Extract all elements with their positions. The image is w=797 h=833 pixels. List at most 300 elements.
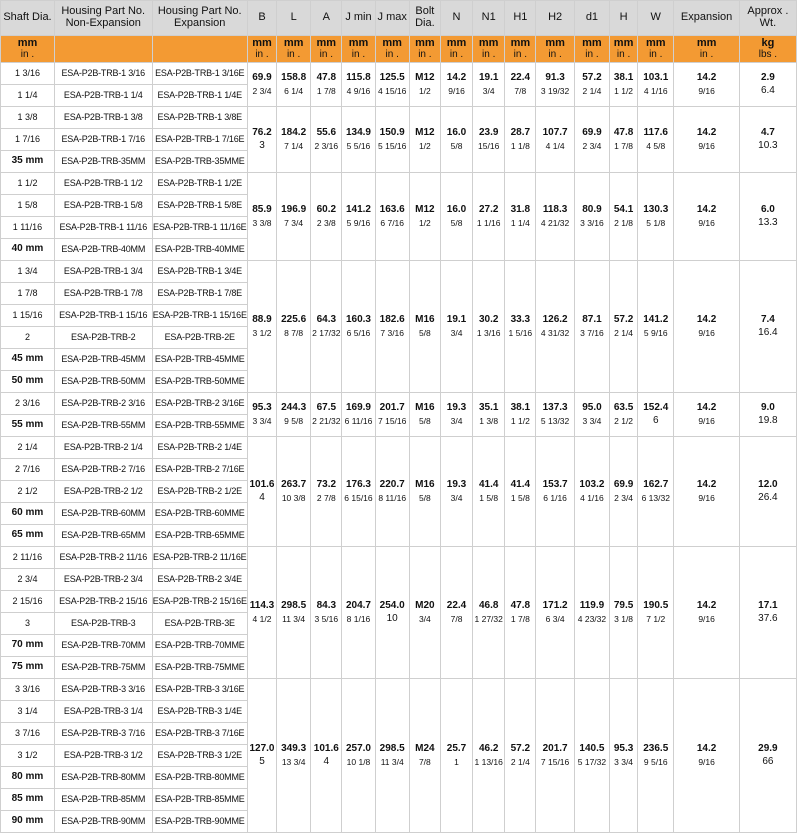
unit-mm: mm [582, 36, 602, 49]
part-no-non-expansion: ESA-P2B-TRB-3 3/16 [54, 679, 152, 701]
shaft-dia-cell: 2 1/2 [1, 481, 55, 503]
dim-mm-value: 41.4 [478, 479, 499, 491]
dim-in-value: 3 3/16 [580, 217, 604, 228]
unit-cell [54, 36, 152, 63]
part-no-expansion: ESA-P2B-TRB-1 3/4E [152, 261, 247, 283]
unit-in: in . [319, 48, 333, 60]
header-n: N [440, 1, 472, 36]
weight-kg: 4.7 [760, 126, 775, 138]
part-no-non-expansion: ESA-P2B-TRB-2 3/4 [54, 569, 152, 591]
dim-n1 [473, 547, 505, 679]
dim-h [610, 173, 638, 261]
dim-h2 [536, 393, 574, 437]
dim-mm-value: 140.5 [579, 743, 605, 755]
header-w: W [638, 1, 674, 36]
dim-mm-value: 141.2 [345, 204, 371, 216]
dim-mm-value: 14.2 [696, 479, 717, 491]
header-h1: H1 [505, 1, 536, 36]
dim-in-value: 11 3/4 [380, 756, 404, 767]
dim-n1 [473, 679, 505, 833]
dim-in-value: 2 3/16 [314, 140, 339, 151]
unit-in: in . [449, 48, 464, 60]
dim-mm-value: 19.3 [446, 479, 467, 491]
dim-in-value: 7 3/16 [380, 327, 405, 338]
dim-mm-value: 30.2 [478, 314, 499, 326]
shaft-dia-cell: 3 1/4 [1, 701, 55, 723]
dim-mm-value: 349.3 [281, 743, 307, 755]
part-no-non-expansion: ESA-P2B-TRB-90MM [54, 811, 152, 833]
dim-mm-value: 87.1 [582, 314, 602, 326]
dim-mm-value: 85.9 [252, 204, 272, 216]
dim-b [247, 437, 276, 547]
dim-mm-value: 95.3 [252, 402, 272, 414]
dim-bolt [409, 261, 440, 393]
dim-mm-value: 126.2 [542, 314, 568, 326]
unit-cell [574, 36, 609, 63]
dim-mm-value: 176.3 [345, 479, 371, 491]
part-no-non-expansion: ESA-P2B-TRB-2 1/4 [54, 437, 152, 459]
part-no-non-expansion: ESA-P2B-TRB-85MM [54, 789, 152, 811]
dim-a [311, 393, 342, 437]
shaft-dia-cell: 2 11/16 [1, 547, 55, 569]
dim-in-value: 2 17/32 [312, 327, 341, 338]
dim-w [638, 107, 674, 173]
part-no-expansion: ESA-P2B-TRB-1 3/8E [152, 107, 247, 129]
dim-jmin [342, 437, 375, 547]
dim-in-value: 3 1/2 [252, 327, 272, 338]
dim-mm-value: 22.4 [446, 600, 467, 612]
dim-mm-value: 57.2 [613, 314, 634, 326]
dim-l [277, 547, 311, 679]
part-no-non-expansion: ESA-P2B-TRB-3 1/4 [54, 701, 152, 723]
dim-jmax [375, 63, 409, 107]
dim-in-value: 3/4 [450, 327, 463, 338]
dim-mm-value: 60.2 [316, 204, 337, 216]
dim-mm-value: 69.9 [252, 72, 272, 84]
shaft-dia-cell: 70 mm [1, 635, 55, 657]
dim-jmin [342, 547, 375, 679]
part-no-non-expansion: ESA-P2B-TRB-3 [54, 613, 152, 635]
dim-in-value: 3/4 [450, 492, 463, 503]
shaft-dia-cell: 3 3/16 [1, 679, 55, 701]
part-no-expansion: ESA-P2B-TRB-1 1/2E [152, 173, 247, 195]
approx-weight [739, 63, 796, 107]
part-no-expansion: ESA-P2B-TRB-2E [152, 327, 247, 349]
part-no-non-expansion: ESA-P2B-TRB-60MM [54, 503, 152, 525]
weight-lbs: 16.4 [758, 327, 778, 338]
dim-in-value: 5 17/32 [577, 756, 607, 767]
dim-in-value: 3 3/4 [614, 756, 634, 767]
dim-exp [674, 679, 739, 833]
unit-mm: mm [17, 36, 38, 49]
dim-in-value: 5/8 [450, 217, 463, 228]
dim-in-value: 13 3/4 [281, 756, 306, 767]
part-no-expansion: ESA-P2B-TRB-85MME [152, 789, 247, 811]
dim-mm-value: 184.2 [281, 127, 307, 139]
header-b: B [247, 1, 276, 36]
unit-cell [409, 36, 440, 63]
unit-in: in . [585, 48, 599, 60]
dim-mm-value: 14.2 [696, 402, 717, 414]
dim-mm-value: 103.1 [643, 72, 669, 84]
dim-h [610, 547, 638, 679]
dim-mm-value: 14.2 [696, 72, 717, 84]
part-no-non-expansion: ESA-P2B-TRB-75MM [54, 657, 152, 679]
dim-in-value: 1 5/8 [510, 492, 530, 503]
part-no-expansion: ESA-P2B-TRB-2 1/4E [152, 437, 247, 459]
dim-d1 [574, 173, 609, 261]
dim-in-value: 1/2 [418, 85, 431, 96]
table-row [1, 173, 797, 195]
dim-w [638, 173, 674, 261]
dim-jmin [342, 393, 375, 437]
header-housing-non-expansion: Housing Part No. Non-Expansion [54, 1, 152, 36]
dim-in-value: 5/8 [450, 140, 463, 151]
dim-w [638, 437, 674, 547]
dim-in-value: 3/4 [450, 415, 463, 426]
dim-exp [674, 547, 739, 679]
shaft-dia-cell: 1 3/16 [1, 63, 55, 85]
dim-mm-value: 171.2 [542, 600, 568, 612]
dim-mm-value: 14.2 [696, 314, 717, 326]
header-housing-expansion: Housing Part No. Expansion [152, 1, 247, 36]
dim-d1 [574, 679, 609, 833]
dim-mm-value: 150.9 [379, 127, 405, 139]
dim-d1 [574, 393, 609, 437]
dim-in-value: 10 [386, 613, 398, 624]
approx-weight [739, 547, 796, 679]
dim-d1 [574, 63, 609, 107]
dim-in-value: 9/16 [698, 217, 715, 228]
dim-mm-value: 35.1 [478, 402, 499, 414]
unit-mm: mm [645, 36, 666, 49]
approx-weight [739, 173, 796, 261]
dim-in-value: 4 1/2 [252, 613, 272, 624]
part-no-expansion: ESA-P2B-TRB-2 1/2E [152, 481, 247, 503]
dim-h1 [505, 437, 536, 547]
dim-in-value: 9/16 [698, 613, 715, 624]
dim-mm-value: 28.7 [510, 127, 531, 139]
part-no-non-expansion: ESA-P2B-TRB-50MM [54, 371, 152, 393]
unit-in: in . [699, 48, 714, 60]
part-no-non-expansion: ESA-P2B-TRB-2 3/16 [54, 393, 152, 415]
part-no-non-expansion: ESA-P2B-TRB-65MM [54, 525, 152, 547]
dim-jmax [375, 437, 409, 547]
unit-row [1, 36, 797, 63]
dim-mm-value: 19.1 [446, 314, 467, 326]
dim-exp [674, 63, 739, 107]
weight-lbs: 19.8 [758, 415, 778, 426]
dim-in-value: 7 3/4 [284, 217, 304, 228]
dim-in-value: 5 13/32 [540, 415, 570, 426]
table-row [1, 547, 797, 569]
dim-mm-value: 57.2 [582, 72, 602, 84]
dim-n1 [473, 437, 505, 547]
dim-mm-value: M12 [415, 127, 435, 139]
shaft-dia-cell: 80 mm [1, 767, 55, 789]
shaft-dia-cell: 1 3/8 [1, 107, 55, 129]
part-no-non-expansion: ESA-P2B-TRB-1 7/8 [54, 283, 152, 305]
dim-mm-value: 64.3 [316, 314, 337, 326]
dim-n [440, 437, 472, 547]
table-row [1, 63, 797, 85]
dim-in-value: 9/16 [698, 140, 715, 151]
unit-cell [311, 36, 342, 63]
part-no-expansion: ESA-P2B-TRB-60MME [152, 503, 247, 525]
dim-bolt [409, 393, 440, 437]
unit-mm: mm [510, 36, 531, 49]
unit-in: in . [255, 48, 269, 60]
dim-mm-value: M12 [415, 204, 435, 216]
dim-in-value: 5 15/16 [378, 140, 407, 151]
weight-lbs: 66 [762, 756, 774, 767]
dim-in-value: 2 3/4 [614, 492, 634, 503]
dim-mm-value: 55.6 [316, 127, 337, 139]
dim-l [277, 261, 311, 393]
dim-in-value: 1 1/8 [510, 140, 530, 151]
dim-bolt [409, 63, 440, 107]
dim-in-value: 2 1/4 [582, 85, 602, 96]
dim-in-value: 7 1/2 [646, 613, 666, 624]
dim-d1 [574, 107, 609, 173]
unit-kg: kg [761, 36, 775, 49]
part-no-expansion: ESA-P2B-TRB-45MME [152, 349, 247, 371]
dim-mm-value: 201.7 [542, 743, 568, 755]
part-no-non-expansion: ESA-P2B-TRB-2 7/16 [54, 459, 152, 481]
dim-h [610, 679, 638, 833]
weight-lbs: 13.3 [758, 217, 778, 228]
part-no-non-expansion: ESA-P2B-TRB-2 11/16 [54, 547, 152, 569]
table-row [1, 393, 797, 415]
dim-in-value: 7 15/16 [378, 415, 407, 426]
header-a: A [311, 1, 342, 36]
dim-mm-value: 47.8 [316, 72, 337, 84]
dim-b [247, 173, 276, 261]
dim-mm-value: 33.3 [510, 314, 531, 326]
dim-h1 [505, 63, 536, 107]
dim-b [247, 393, 276, 437]
part-no-expansion: ESA-P2B-TRB-75MME [152, 657, 247, 679]
dim-in-value: 2 1/4 [614, 327, 634, 338]
header-shaft-dia: Shaft Dia. [1, 1, 55, 36]
dim-in-value: 6 [652, 415, 659, 426]
dim-mm-value: 67.5 [316, 402, 337, 414]
part-no-non-expansion: ESA-P2B-TRB-70MM [54, 635, 152, 657]
dim-in-value: 6 7/16 [380, 217, 405, 228]
shaft-dia-cell: 1 1/4 [1, 85, 55, 107]
dim-mm-value: 84.3 [316, 600, 337, 612]
unit-cell [375, 36, 409, 63]
dim-in-value: 1 13/16 [474, 756, 503, 767]
part-no-expansion: ESA-P2B-TRB-90MME [152, 811, 247, 833]
shaft-dia-cell: 75 mm [1, 657, 55, 679]
header-bolt-dia: Bolt Dia. [409, 1, 440, 36]
weight-lbs: 10.3 [758, 140, 778, 151]
dim-in-value: 5 [259, 756, 265, 767]
dim-l [277, 679, 311, 833]
dim-mm-value: 117.6 [643, 127, 668, 139]
dim-in-value: 3 1/8 [614, 613, 634, 624]
unit-cell [674, 36, 739, 63]
dim-mm-value: 38.1 [510, 402, 531, 414]
dim-mm-value: 160.3 [345, 314, 371, 326]
dim-in-value: 8 7/8 [284, 327, 304, 338]
dim-mm-value: 103.2 [579, 479, 605, 491]
dim-in-value: 4 [323, 756, 330, 767]
dim-jmin [342, 107, 375, 173]
part-no-expansion: ESA-P2B-TRB-3 3/16E [152, 679, 247, 701]
dim-h2 [536, 107, 574, 173]
dim-bolt [409, 547, 440, 679]
dim-in-value: 2 1/4 [510, 756, 530, 767]
part-no-expansion: ESA-P2B-TRB-1 11/16E [152, 217, 247, 239]
dim-in-value: 6 15/16 [344, 492, 373, 503]
dim-in-value: 4 1/4 [545, 140, 565, 151]
part-no-non-expansion: ESA-P2B-TRB-1 5/8 [54, 195, 152, 217]
weight-kg: 6.0 [760, 203, 775, 215]
unit-lbs: lbs . [758, 48, 778, 60]
weight-kg: 2.9 [760, 71, 775, 83]
dim-in-value: 9/16 [698, 415, 715, 426]
weight-lbs: 26.4 [758, 492, 778, 503]
dim-in-value: 1 1/2 [614, 85, 634, 96]
dim-in-value: 15/16 [478, 140, 500, 151]
part-no-expansion: ESA-P2B-TRB-65MME [152, 525, 247, 547]
dim-in-value: 4 5/8 [646, 140, 666, 151]
dim-mm-value: 182.6 [379, 314, 405, 326]
dim-a [311, 173, 342, 261]
dim-in-value: 5/8 [418, 415, 431, 426]
shaft-dia-cell: 1 3/4 [1, 261, 55, 283]
part-no-non-expansion: ESA-P2B-TRB-3 7/16 [54, 723, 152, 745]
dim-l [277, 393, 311, 437]
dim-h1 [505, 679, 536, 833]
weight-kg: 9.0 [760, 401, 775, 413]
dim-h2 [536, 679, 574, 833]
dim-in-value: 4 23/32 [577, 613, 607, 624]
dim-jmin [342, 261, 375, 393]
dim-n [440, 679, 472, 833]
dim-mm-value: 80.9 [582, 204, 602, 216]
dim-h1 [505, 261, 536, 393]
shaft-dia-cell: 1 7/8 [1, 283, 55, 305]
dim-mm-value: 196.9 [281, 204, 307, 216]
dim-d1 [574, 437, 609, 547]
unit-mm: mm [348, 36, 369, 49]
unit-in: in . [351, 48, 366, 60]
dim-b [247, 107, 276, 173]
shaft-dia-cell: 55 mm [1, 415, 55, 437]
part-no-expansion: ESA-P2B-TRB-1 1/4E [152, 85, 247, 107]
dim-h [610, 63, 638, 107]
dim-in-value: 5/8 [418, 327, 431, 338]
dim-b [247, 679, 276, 833]
part-no-non-expansion: ESA-P2B-TRB-2 [54, 327, 152, 349]
dim-in-value: 7 15/16 [540, 756, 570, 767]
dim-in-value: 7/8 [514, 85, 527, 96]
unit-mm: mm [613, 36, 634, 49]
unit-mm: mm [252, 36, 272, 49]
part-no-expansion: ESA-P2B-TRB-70MME [152, 635, 247, 657]
dim-in-value: 5 1/8 [646, 217, 666, 228]
dim-n [440, 393, 472, 437]
dim-jmin [342, 679, 375, 833]
dim-in-value: 4 15/16 [378, 85, 407, 96]
dim-b [247, 63, 276, 107]
dim-mm-value: 27.2 [478, 204, 499, 216]
approx-weight [739, 679, 796, 833]
table-row [1, 437, 797, 459]
dim-a [311, 63, 342, 107]
shaft-dia-cell: 85 mm [1, 789, 55, 811]
dim-h2 [536, 437, 574, 547]
dim-w [638, 679, 674, 833]
dim-mm-value: 298.5 [379, 743, 405, 755]
dim-mm-value: 257.0 [345, 743, 371, 755]
dim-in-value: 8 11/16 [378, 492, 407, 503]
shaft-dia-cell: 2 15/16 [1, 591, 55, 613]
dim-mm-value: 225.6 [281, 314, 307, 326]
shaft-dia-cell: 45 mm [1, 349, 55, 371]
dim-mm-value: 201.7 [379, 402, 405, 414]
dim-mm-value: 31.8 [510, 204, 531, 216]
dim-h [610, 437, 638, 547]
dim-b [247, 261, 276, 393]
dim-exp [674, 107, 739, 173]
dim-n1 [473, 173, 505, 261]
dim-bolt [409, 437, 440, 547]
dim-exp [674, 173, 739, 261]
dim-mm-value: 47.8 [510, 600, 531, 612]
dim-mm-value: 141.2 [643, 314, 669, 326]
dim-mm-value: 91.3 [545, 72, 565, 84]
dim-mm-value: M16 [415, 479, 435, 491]
dim-mm-value: 19.3 [446, 402, 467, 414]
dim-n [440, 63, 472, 107]
dim-mm-value: 88.9 [252, 314, 272, 326]
part-no-non-expansion: ESA-P2B-TRB-35MM [54, 151, 152, 173]
header-j-min: J min [342, 1, 375, 36]
part-no-expansion: ESA-P2B-TRB-80MME [152, 767, 247, 789]
dim-in-value: 9 5/16 [643, 756, 668, 767]
dim-jmax [375, 679, 409, 833]
dim-in-value: 7 1/4 [284, 140, 304, 151]
shaft-dia-cell: 2 [1, 327, 55, 349]
table-body [1, 63, 797, 833]
part-no-non-expansion: ESA-P2B-TRB-1 1/2 [54, 173, 152, 195]
dim-a [311, 107, 342, 173]
dim-h1 [505, 547, 536, 679]
shaft-dia-cell: 3 [1, 613, 55, 635]
dim-mm-value: 263.7 [281, 479, 307, 491]
dim-n1 [473, 107, 505, 173]
dim-in-value: 1 1/2 [510, 415, 530, 426]
dim-in-value: 4 31/32 [540, 327, 570, 338]
unit-in: in . [20, 48, 35, 60]
dim-mm-value: 130.3 [643, 204, 669, 216]
dim-w [638, 547, 674, 679]
dim-in-value: 3 5/16 [314, 613, 339, 624]
header-n1: N1 [473, 1, 505, 36]
approx-weight [739, 261, 796, 393]
unit-mm: mm [382, 36, 402, 49]
weight-kg: 17.1 [758, 599, 778, 611]
dim-mm-value: 16.0 [446, 127, 467, 139]
weight-lbs: 6.4 [760, 85, 775, 96]
dim-bolt [409, 173, 440, 261]
dim-in-value: 7/8 [450, 613, 463, 624]
dim-n1 [473, 63, 505, 107]
